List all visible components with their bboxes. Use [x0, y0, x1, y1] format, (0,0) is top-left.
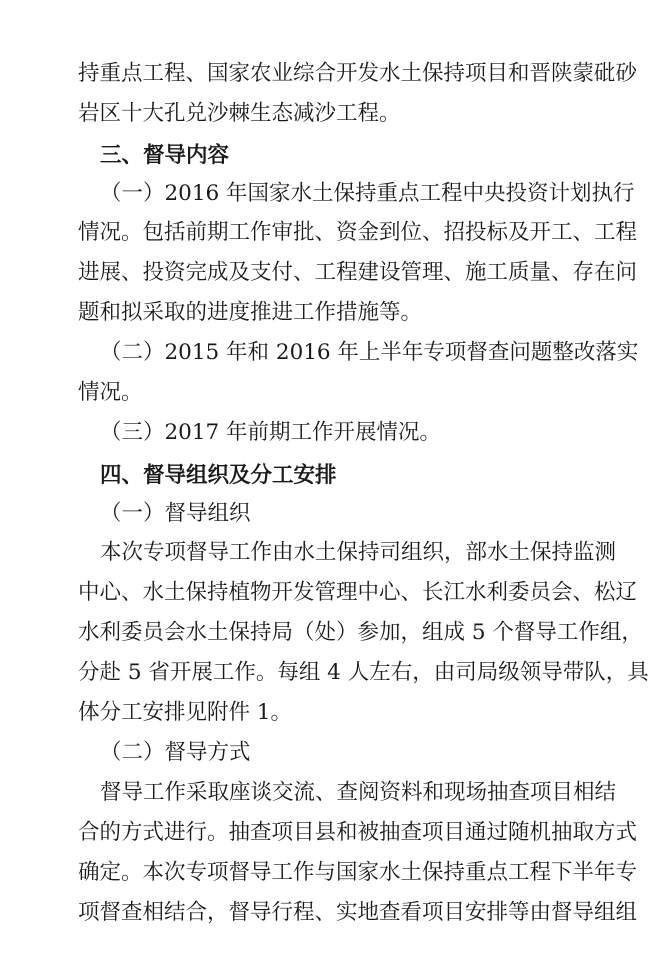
text-line: 进展、投资完成及支付、工程建设管理、施工质量、存在问 — [78, 260, 638, 285]
text-line: 题和拟采取的进度推进工作措施等。 — [78, 300, 423, 325]
text-line: 项督查相结合，督导行程、实地查看项目安排等由督导组组 — [78, 900, 638, 925]
text-line: 情况。包括前期工作审批、资金到位、招投标及开工、工程 — [78, 220, 638, 245]
text-line: （一）2016 年国家水土保持重点工程中央投资计划执行 — [100, 181, 635, 206]
subsection-heading: （一）督导组织 — [100, 501, 251, 526]
text-line: 分赴 5 省开展工作。每组 4 人左右，由司局级领导带队，具 — [78, 660, 649, 685]
text-line: 确定。本次专项督导工作与国家水土保持重点工程下半年专 — [78, 860, 638, 885]
text-line: 督导工作采取座谈交流、查阅资料和现场抽查项目相结 — [100, 780, 617, 805]
section-heading: 四、督导组织及分工安排 — [100, 463, 337, 488]
text-line: 持重点工程、国家农业综合开发水土保持项目和晋陕蒙砒砂 — [78, 61, 638, 86]
text-line: 情况。 — [78, 380, 143, 405]
text-line: 中心、水土保持植物开发管理中心、长江水利委员会、松辽 — [78, 580, 638, 605]
text-line: 岩区十大孔兑沙棘生态减沙工程。 — [78, 101, 401, 126]
text-line: 合的方式进行。抽查项目县和被抽查项目通过随机抽取方式 — [78, 820, 638, 845]
text-line: 本次专项督导工作由水土保持司组织，部水土保持监测 — [100, 540, 617, 565]
text-line: （二）2015 年和 2016 年上半年专项督查问题整改落实 — [100, 340, 639, 365]
section-heading: 三、督导内容 — [100, 143, 230, 168]
text-line: 水利委员会水土保持局（处）参加，组成 5 个督导工作组， — [78, 620, 643, 645]
subsection-heading: （二）督导方式 — [100, 740, 251, 765]
text-line: （三）2017 年前期工作开展情况。 — [100, 420, 442, 445]
text-line: 体分工安排见附件 1。 — [78, 700, 293, 725]
